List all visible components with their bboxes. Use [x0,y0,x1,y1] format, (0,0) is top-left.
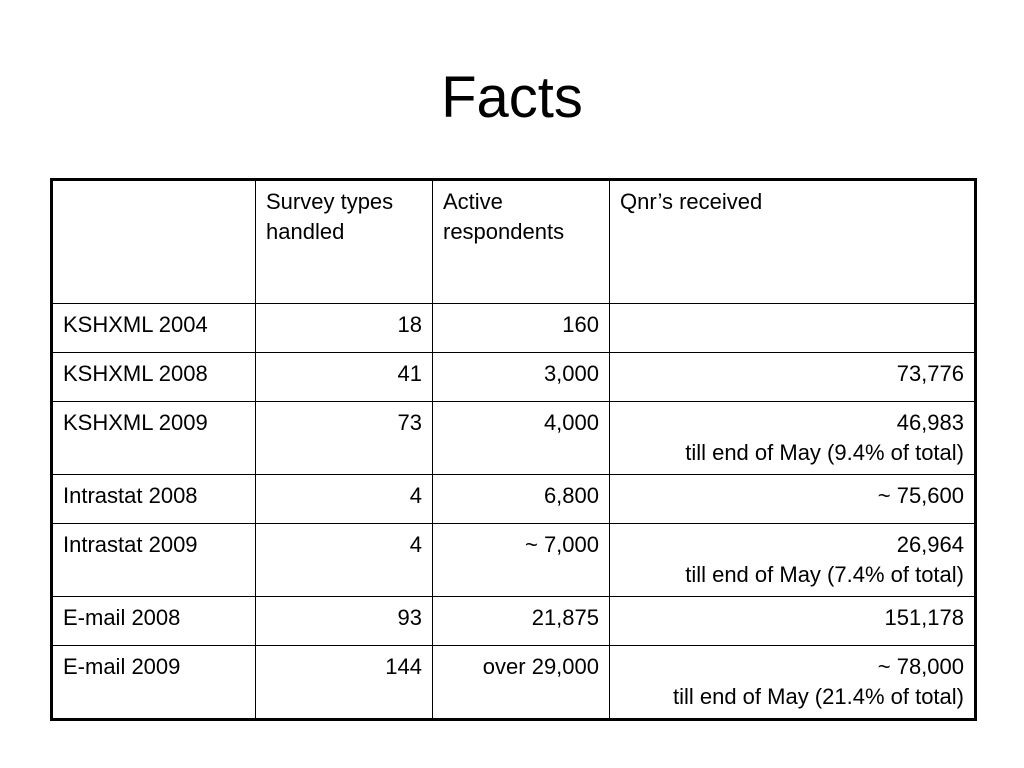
row-name: E-mail 2008 [52,597,256,646]
active-respondents-cell: 3,000 [433,353,610,402]
row-name: KSHXML 2009 [52,402,256,475]
qnr-value: 26,964 [896,532,964,557]
qnr-received-cell [610,475,976,524]
qnr-received-cell [610,304,976,353]
table-row [52,402,976,475]
row-name: E-mail 2009 [52,646,256,720]
qnr-value: 73,776 [896,361,964,386]
header-qnr-received: Qnr’s received [610,180,976,304]
facts-table [50,178,977,721]
qnr-note: till end of May (7.4% of total) [685,562,964,587]
survey-types-cell: 93 [256,597,433,646]
qnr-note: till end of May (9.4% of total) [685,440,964,465]
row-name: Intrastat 2008 [52,475,256,524]
table-row [52,353,976,402]
qnr-received-cell [610,402,976,475]
active-respondents-cell: over 29,000 [433,646,610,720]
qnr-received-cell [610,646,976,720]
qnr-received-cell [610,597,976,646]
table-row [52,304,976,353]
qnr-value: 151,178 [884,605,964,630]
header-survey-types: Survey types handled [256,180,433,304]
qnr-received-cell [610,353,976,402]
page-title: Facts [441,65,583,130]
row-name: KSHXML 2004 [52,304,256,353]
survey-types-cell: 4 [256,524,433,597]
active-respondents-cell: 4,000 [433,402,610,475]
qnr-value: ~ 75,600 [877,483,964,508]
table-row [52,597,976,646]
survey-types-cell: 144 [256,646,433,720]
survey-types-cell: 73 [256,402,433,475]
survey-types-cell: 4 [256,475,433,524]
table-header-row [52,180,976,304]
header-active-respondents: Active respondents [433,180,610,304]
survey-types-cell: 41 [256,353,433,402]
active-respondents-cell: 160 [433,304,610,353]
active-respondents-cell: ~ 7,000 [433,524,610,597]
active-respondents-cell: 6,800 [433,475,610,524]
table-row [52,475,976,524]
qnr-note: till end of May (21.4% of total) [672,684,964,709]
row-name: Intrastat 2009 [52,524,256,597]
qnr-value: ~ 78,000 [877,654,964,679]
table-row [52,524,976,597]
row-name: KSHXML 2008 [52,353,256,402]
qnr-value: 46,983 [896,410,964,435]
table-row [52,646,976,720]
header-empty [52,180,256,304]
qnr-received-cell [610,524,976,597]
survey-types-cell: 18 [256,304,433,353]
active-respondents-cell: 21,875 [433,597,610,646]
